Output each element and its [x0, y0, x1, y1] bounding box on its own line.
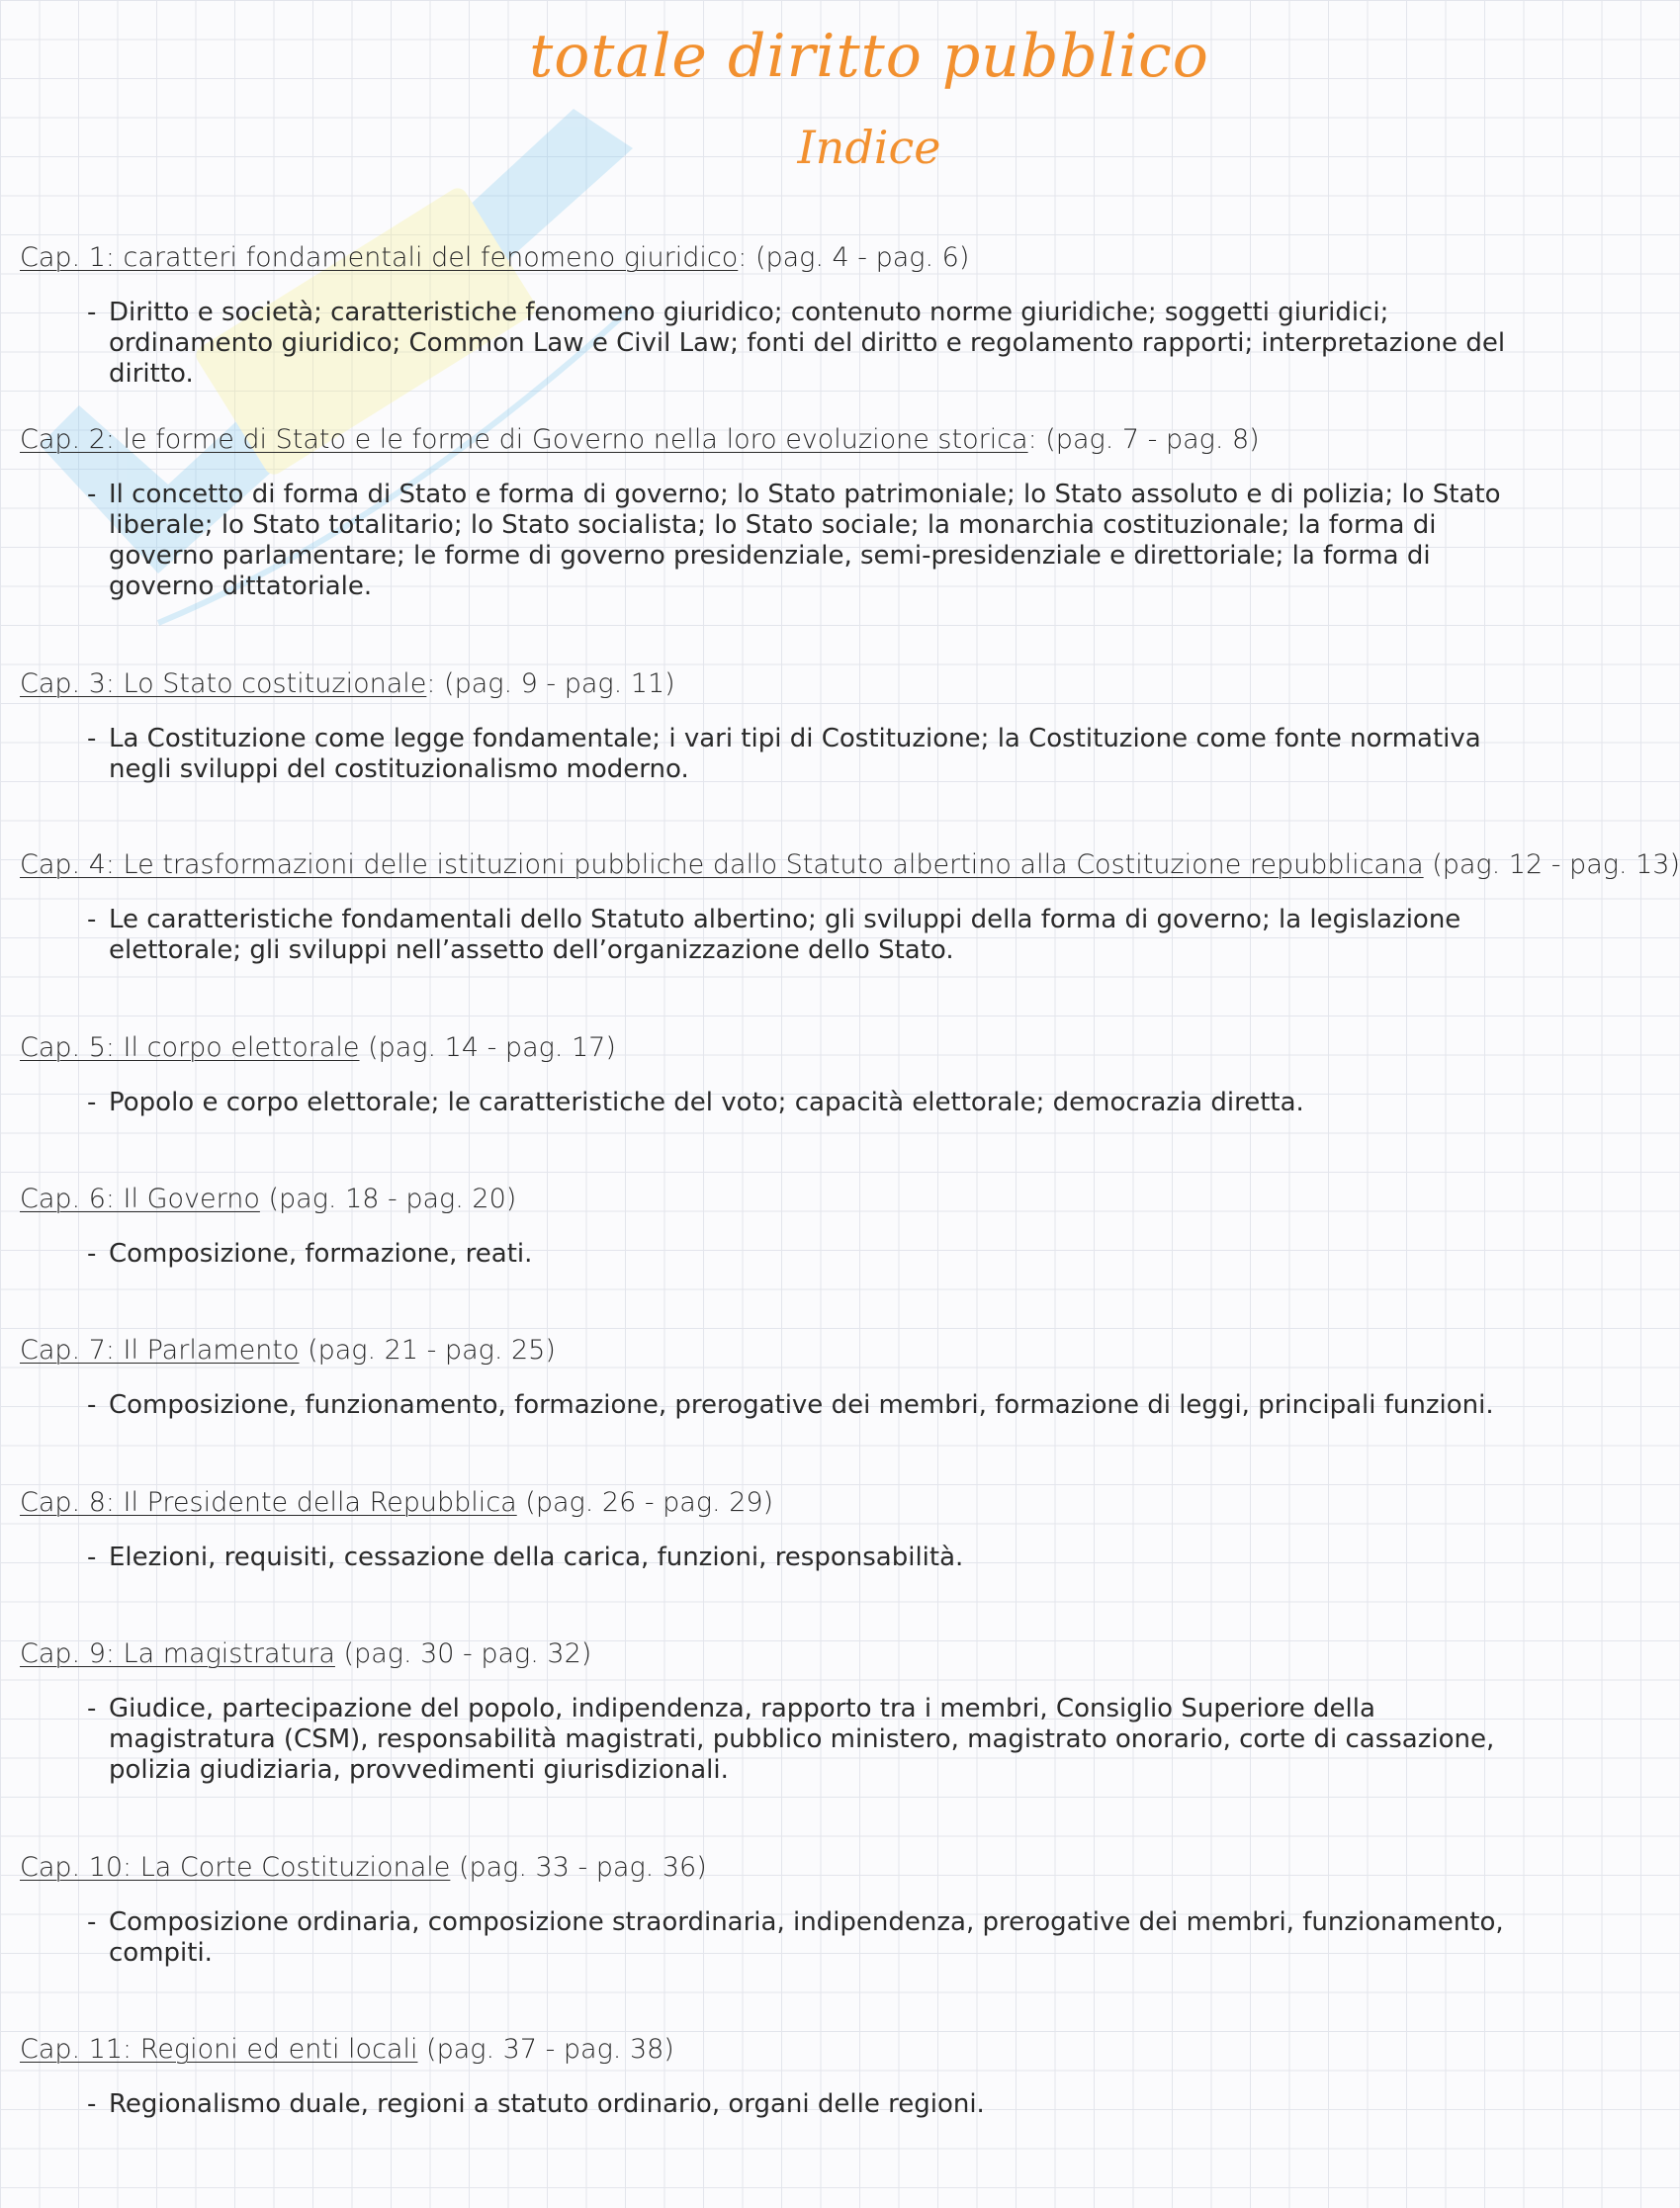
chapter-1: [20, 240, 1543, 390]
chapter-heading: [20, 1333, 1543, 1369]
chapter-description: [87, 1390, 1531, 1421]
chapter-heading: [20, 2032, 1543, 2068]
bullet-dash: -: [87, 1390, 97, 1420]
description-text: Composizione, formazione, reati.: [109, 1239, 533, 1269]
chapter-pages: (pag. 37 - pag. 38): [417, 2034, 674, 2065]
chapter-description: [87, 2089, 1531, 2120]
description-text: Giudice, partecipazione del popolo, indipendenza, rapporto tra i membri, Consiglio Superiore della magistratura (CSM), responsabilità magistrati, pubblico ministero, magistrato onorario, corte di cassazione, polizia giudiziaria, provvedimenti giurisdizionali.: [109, 1694, 1495, 1785]
chapter-pages: (pag. 30 - pag. 32): [334, 1638, 592, 1669]
chapter-title: Cap. 11: Regioni ed enti locali: [20, 2034, 418, 2065]
bullet-dash: -: [87, 1907, 97, 1937]
chapter-pages: : (pag. 4 - pag. 6): [738, 242, 970, 273]
chapter-pages: (pag. 14 - pag. 17): [359, 1032, 616, 1063]
chapter-pages: (pag. 12 - pag. 13): [1423, 849, 1680, 880]
bullet-dash: -: [87, 480, 97, 509]
chapter-title: Cap. 9: La magistratura: [20, 1638, 335, 1669]
chapter-heading: [20, 240, 1543, 276]
chapter-description: [87, 298, 1531, 390]
chapter-11: [20, 2032, 1543, 2120]
page-subtitle: Indice: [797, 121, 941, 174]
chapter-description: [87, 480, 1531, 602]
bullet-dash: -: [87, 298, 97, 327]
bullet-dash: -: [87, 1088, 97, 1117]
chapter-pages: : (pag. 7 - pag. 8): [1027, 424, 1260, 455]
description-text: La Costituzione come legge fondamentale; i vari tipi di Costituzione; la Costituzione come fonte normativa negli sviluppi del costituzionalismo moderno.: [109, 724, 1481, 784]
chapter-description: [87, 1907, 1531, 1969]
chapter-10: [20, 1850, 1543, 1969]
chapter-9: [20, 1636, 1543, 1786]
chapter-title: Cap. 6: Il Governo: [20, 1184, 260, 1214]
chapter-heading: [20, 1182, 1543, 1217]
chapter-heading: [20, 1030, 1543, 1066]
chapter-6: [20, 1182, 1543, 1270]
bullet-dash: -: [87, 724, 97, 753]
chapter-heading: [20, 1850, 1543, 1886]
chapter-5: [20, 1030, 1543, 1118]
chapter-title: Cap. 2: le forme di Stato e le forme di Governo nella loro evoluzione storica: [20, 424, 1028, 455]
chapter-3: [20, 666, 1543, 785]
chapter-title: Cap. 10: La Corte Costituzionale: [20, 1852, 451, 1883]
chapter-pages: (pag. 33 - pag. 36): [450, 1852, 707, 1883]
chapter-pages: (pag. 26 - pag. 29): [516, 1487, 774, 1518]
description-text: Diritto e società; caratteristiche fenomeno giuridico; contenuto norme giuridiche; soggetti giuridici; ordinamento giuridico; Common Law e Civil Law; fonti del diritto e regolamento rapporti; interpretazione del diritto.: [109, 298, 1506, 389]
chapter-title: Cap. 8: Il Presidente della Repubblica: [20, 1487, 517, 1518]
chapter-heading: [20, 1485, 1543, 1521]
chapter-heading: [20, 1636, 1543, 1672]
chapter-description: [87, 1694, 1531, 1786]
bullet-dash: -: [87, 2089, 97, 2119]
description-text: Il concetto di forma di Stato e forma di governo; lo Stato patrimoniale; lo Stato assoluto e di polizia; lo Stato liberale; lo Stato totalitario; lo Stato socialista; lo Stato sociale; la monarchia costituzionale; la forma di governo parlamentare; le forme di governo presidenziale, semi-presidenziale e direttoriale; la forma di governo dittatoriale.: [109, 480, 1501, 601]
chapter-description: [87, 1239, 1531, 1270]
description-text: Le caratteristiche fondamentali dello Statuto albertino; gli sviluppi della forma di governo; la legislazione elettorale; gli sviluppi nell’assetto dell’organizzazione dello Stato.: [109, 905, 1461, 965]
description-text: Composizione ordinaria, composizione straordinaria, indipendenza, prerogative dei membri, funzionamento, compiti.: [109, 1907, 1504, 1968]
chapter-8: [20, 1485, 1543, 1573]
chapter-title: Cap. 4: Le trasformazioni delle istituzioni pubbliche dallo Statuto albertino alla Costituzione repubblicana: [20, 849, 1424, 880]
description-text: Composizione, funzionamento, formazione, prerogative dei membri, formazione di leggi, principali funzioni.: [109, 1390, 1494, 1420]
bullet-dash: -: [87, 1239, 97, 1269]
chapter-pages: (pag. 18 - pag. 20): [259, 1184, 517, 1214]
chapter-description: [87, 905, 1531, 966]
chapter-7: [20, 1333, 1543, 1421]
chapter-title: Cap. 7: Il Parlamento: [20, 1335, 300, 1366]
chapter-title: Cap. 3: Lo Stato costituzionale: [20, 668, 427, 699]
page-title: totale diritto pubblico: [529, 22, 1209, 91]
chapter-title: Cap. 5: Il corpo elettorale: [20, 1032, 360, 1063]
chapter-4: [20, 847, 1680, 966]
chapter-pages: (pag. 21 - pag. 25): [299, 1335, 556, 1366]
chapter-2: [20, 422, 1543, 602]
chapter-pages: : (pag. 9 - pag. 11): [426, 668, 675, 699]
chapter-title: Cap. 1: caratteri fondamentali del fenomeno giuridico: [20, 242, 739, 273]
description-text: Popolo e corpo elettorale; le caratteristiche del voto; capacità elettorale; democrazia diretta.: [109, 1088, 1304, 1117]
chapter-heading: [20, 422, 1543, 458]
description-text: Regionalismo duale, regioni a statuto ordinario, organi delle regioni.: [109, 2089, 985, 2119]
bullet-dash: -: [87, 1694, 97, 1723]
chapter-heading: [20, 847, 1680, 883]
chapter-heading: [20, 666, 1543, 702]
bullet-dash: -: [87, 1543, 97, 1572]
bullet-dash: -: [87, 905, 97, 934]
chapter-description: [87, 1088, 1531, 1118]
chapter-description: [87, 724, 1531, 785]
description-text: Elezioni, requisiti, cessazione della carica, funzioni, responsabilità.: [109, 1543, 964, 1572]
chapter-description: [87, 1543, 1531, 1573]
